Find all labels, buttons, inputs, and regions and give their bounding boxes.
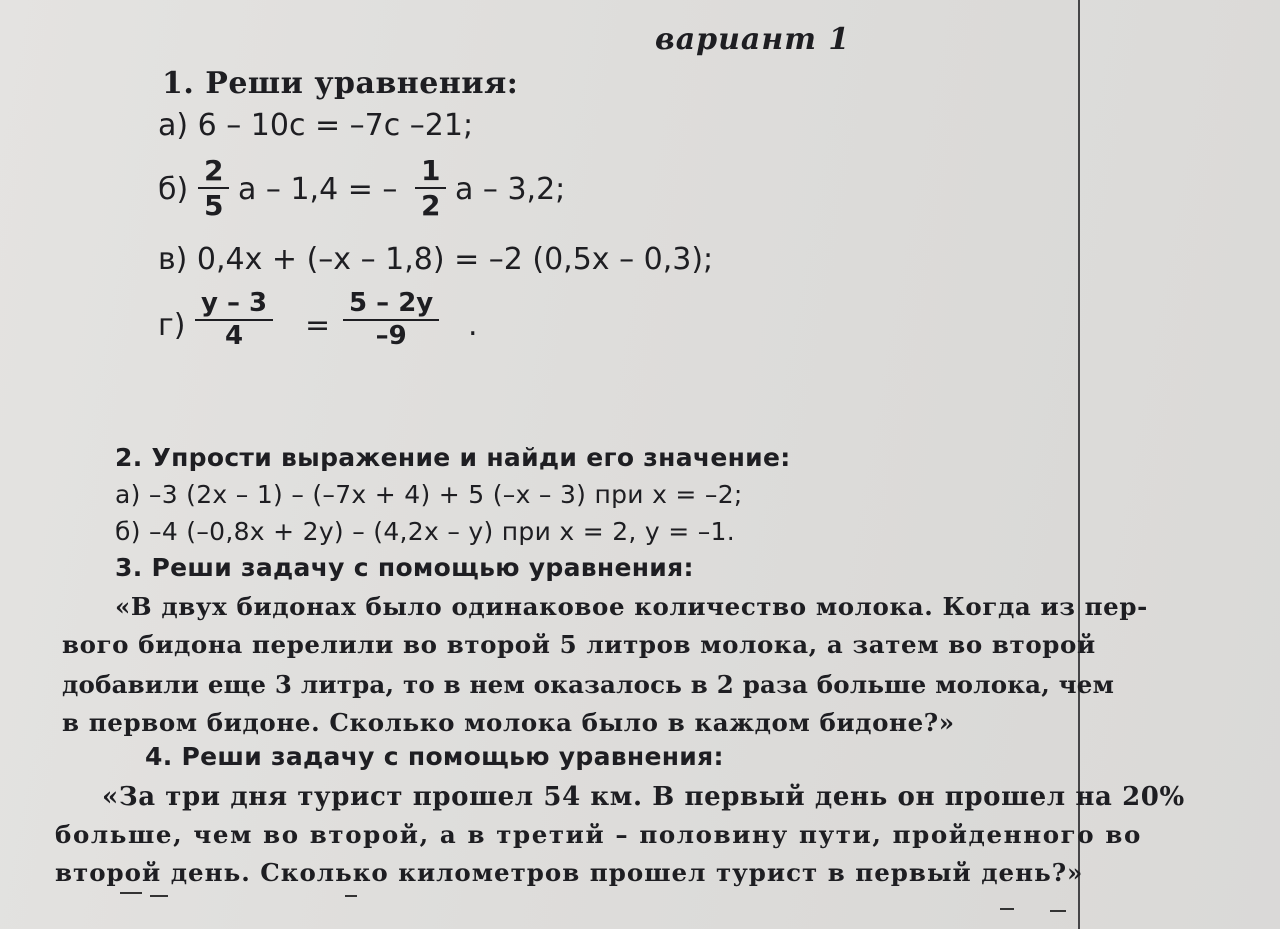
- task3-line: вого бидона перелили во второй 5 литров молока, а затем во второй: [62, 630, 1096, 659]
- task1-g-fraction-1: [195, 290, 273, 351]
- task1-item-a: а) 6 – 10с = –7с –21;: [158, 108, 474, 143]
- print-mark: [120, 892, 142, 894]
- task1-item-v: в) 0,4x + (–x – 1,8) = –2 (0,5x – 0,3);: [158, 242, 714, 277]
- print-mark: [150, 895, 168, 897]
- task3-line: добавили еще 3 литра, то в нем оказалось в 2 раза больше молока, чем: [62, 670, 1115, 699]
- task1-title: 1. Реши уравнения:: [162, 66, 519, 101]
- task4-line: второй день. Сколько километров прошел турист в первый день?»: [55, 858, 1084, 887]
- task2-item-b: б) –4 (–0,8x + 2y) – (4,2x – y) при x = 2, y = –1.: [115, 517, 735, 546]
- task4-line: больше, чем во второй, а в третий – половину пути, пройденного во: [55, 820, 1142, 849]
- task3-line: в первом бидоне. Сколько молока было в каждом бидоне?»: [62, 708, 955, 737]
- task4-line: «За три дня турист прошел 54 км. В первый день он прошел на 20%: [102, 782, 1185, 812]
- fraction-denominator: 4: [225, 321, 244, 352]
- task3-title: 3. Реши задачу с помощью уравнения:: [115, 553, 694, 582]
- task1-b-middle: a – 1,4 = –: [238, 172, 398, 207]
- print-mark: [1000, 908, 1014, 910]
- task2-item-a: а) –3 (2x – 1) – (–7x + 4) + 5 (–x – 3) при x = –2;: [115, 480, 743, 509]
- task1-g-equals: =: [305, 308, 331, 343]
- variant-heading: вариант 1: [655, 22, 851, 57]
- task3-line: «В двух бидонах было одинаковое количество молока. Когда из пер-: [115, 592, 1148, 621]
- task2-title: 2. Упрости выражение и найди его значение:: [115, 443, 791, 472]
- fraction-denominator: 2: [421, 189, 441, 223]
- task1-g-label: г): [158, 308, 186, 343]
- task1-b-label: б): [158, 172, 189, 207]
- fraction-numerator: 1: [415, 156, 446, 189]
- fraction-numerator: y – 3: [195, 290, 273, 321]
- fraction-denominator: 5: [204, 189, 224, 223]
- task1-g-tail: .: [468, 308, 478, 343]
- fraction-numerator: 2: [198, 156, 229, 189]
- task4-title: 4. Реши задачу с помощью уравнения:: [145, 742, 724, 771]
- task1-b-fraction-1: [198, 156, 229, 221]
- print-mark: [345, 895, 357, 897]
- fraction-denominator: –9: [375, 321, 407, 352]
- task1-b-fraction-2: [415, 156, 446, 221]
- task1-b-tail: a – 3,2;: [455, 172, 566, 207]
- fraction-numerator: 5 – 2y: [343, 290, 439, 321]
- task1-g-fraction-2: [343, 290, 439, 351]
- print-mark: [1050, 910, 1066, 912]
